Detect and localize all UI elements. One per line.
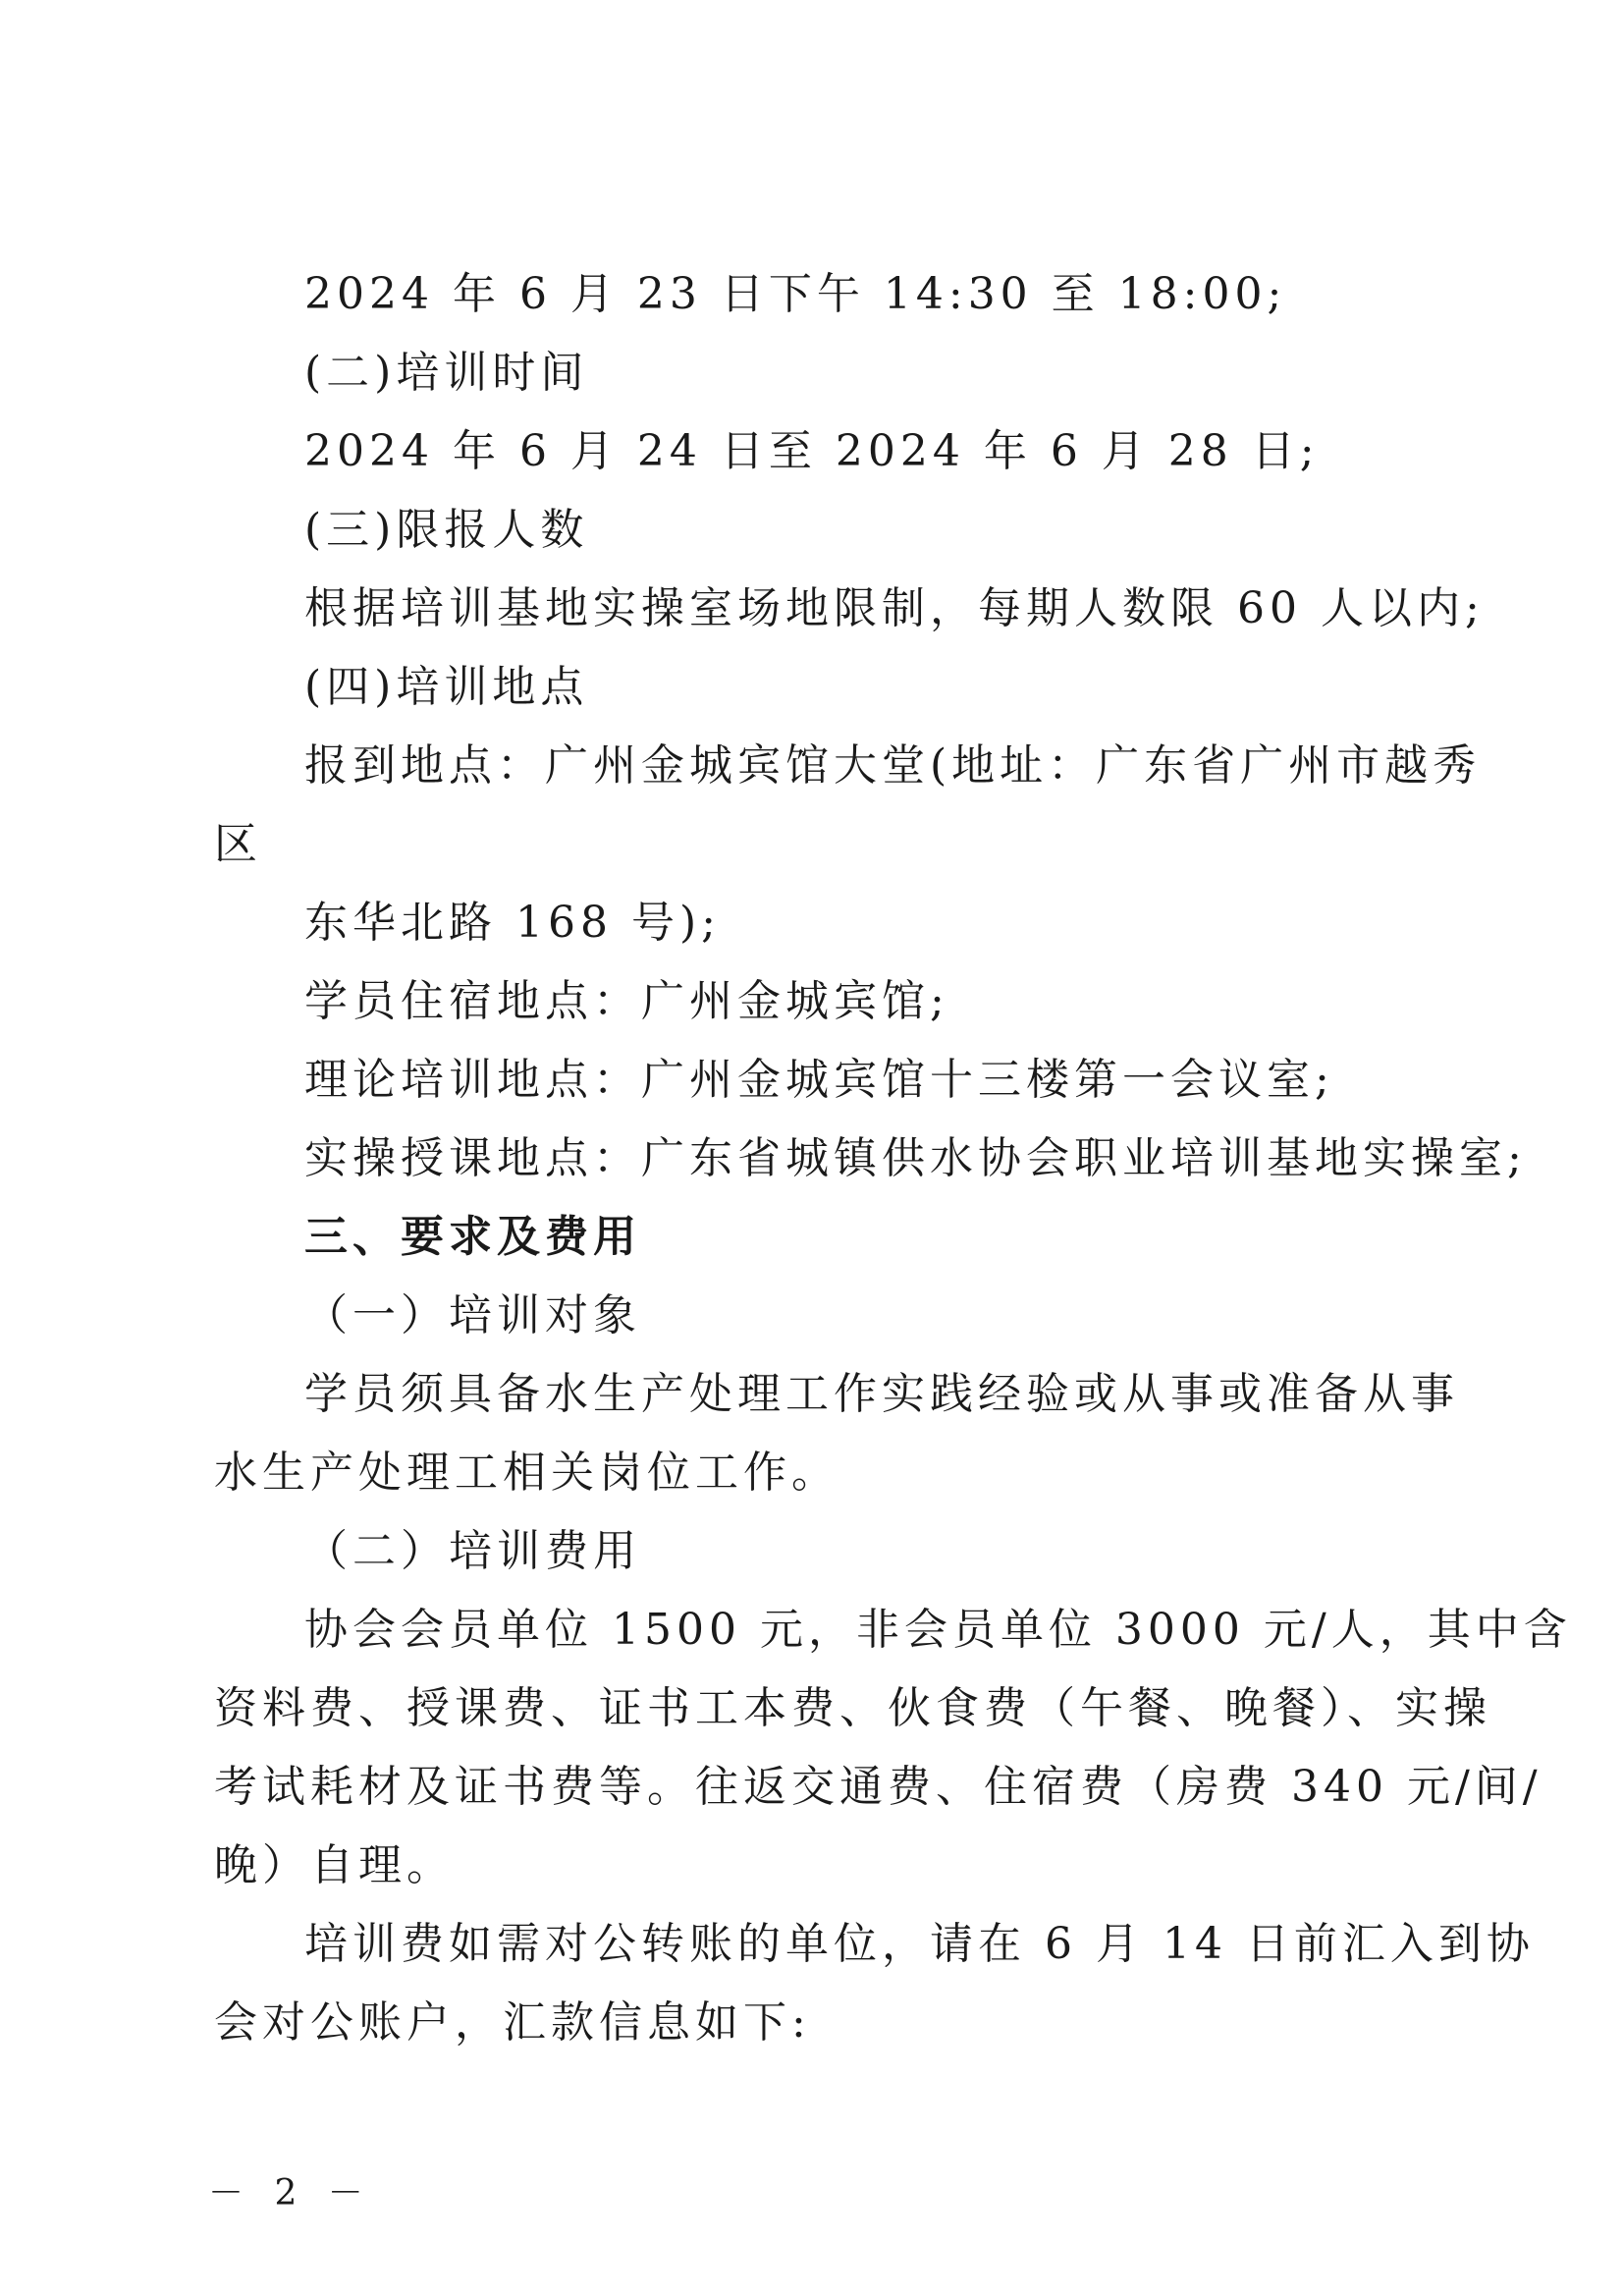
section-fee-heading: （二）培训费用 (304, 1526, 641, 1576)
section-target-heading: （一）培训对象 (304, 1290, 641, 1340)
practice-location-text: 实操授课地点：广东省城镇供水协会职业培训基地实操室; (304, 1133, 1527, 1183)
section-training-time-heading: (二)培训时间 (304, 348, 589, 398)
accommodation-location-text: 学员住宿地点：广州金城宾馆; (304, 976, 949, 1026)
target-text: 学员须具备水生产处理工作实践经验或从事或准备从事 (304, 1369, 1459, 1419)
fee-text-line-3: 考试耗材及证书费等。往返交通费、住宿费（房费 340 元/间/ (214, 1762, 1542, 1812)
transfer-text-line-1: 培训费如需对公转账的单位，请在 6 月 14 日前汇入到协 (304, 1919, 1535, 1969)
fee-text-line-4: 晚）自理。 (214, 1840, 455, 1890)
section-requirements-heading: 三、要求及费用 (304, 1212, 641, 1262)
page-number: － 2 － (208, 2173, 373, 2214)
quota-text: 根据培训基地实操室场地限制，每期人数限 60 人以内; (304, 583, 1485, 633)
section-quota-heading: (三)限报人数 (304, 505, 589, 555)
checkin-location-wrap: 区 (214, 819, 262, 869)
target-text-continued: 水生产处理工相关岗位工作。 (214, 1448, 839, 1498)
training-checkin-time: 2024 年 6 月 23 日下午 14:30 至 18:00; (304, 269, 1287, 319)
section-location-heading: (四)培训地点 (304, 662, 589, 712)
checkin-location-text: 报到地点：广州金城宾馆大堂(地址：广东省广州市越秀 (304, 740, 1482, 791)
transfer-text-line-2: 会对公账户，汇款信息如下: (214, 1997, 811, 2048)
fee-text-line-1: 协会会员单位 1500 元，非会员单位 3000 元/人，其中含 (304, 1605, 1572, 1655)
checkin-location-address: 东华北路 168 号); (304, 898, 721, 948)
fee-text-line-2: 资料费、授课费、证书工本费、伙食费（午餐、晚餐）、实操 (214, 1683, 1491, 1733)
theory-location-text: 理论培训地点：广州金城宾馆十三楼第一会议室; (304, 1055, 1334, 1105)
training-time-text: 2024 年 6 月 24 日至 2024 年 6 月 28 日; (304, 426, 1320, 476)
